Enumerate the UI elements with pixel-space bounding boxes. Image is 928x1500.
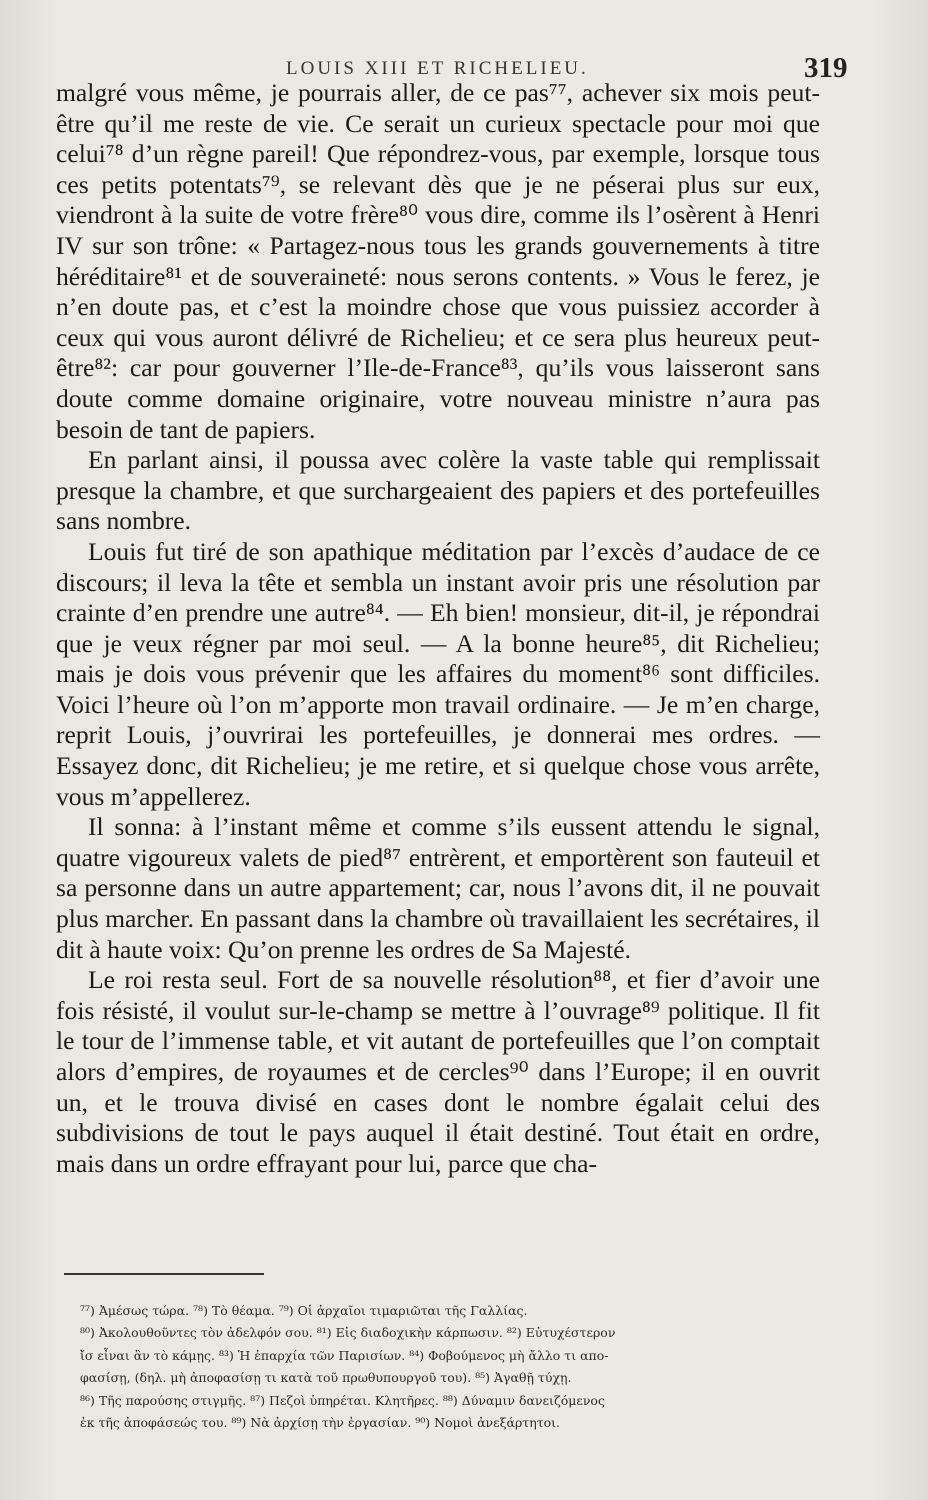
paragraph: malgré vous même, je pourrais aller, de ce pas⁷⁷, achever six mois peut-être qu’il me reste de vie. Ce serait un curieux spectacle pour moi que celui⁷⁸ d’un règne pareil! Que répondrez-vous, par exemple, lorsque tous ces petits potentats⁷⁹, se relevant dès que je ne péserai plus sur eux, viendront à la suite de votre frère⁸⁰ vous dire, comme ils l’osèrent à Henri IV sur son trône: « Partagez-nous tous les grands gouvernements à titre héréditaire⁸¹ et de souveraineté: nous serons contents. » Vous le ferez, je n’en doute pas, et c’est la moindre chose que vous puissiez accorder à ceux qui vous auront délivré de Richelieu; et ce sera plus heureux peut-être⁸²: car pour gouverner l’Ile-de-France⁸³, qu’ils vous laisseront sans doute comme domaine originaire, votre nouveau ministre n’aura pas besoin de tant de papiers. [56, 78, 820, 444]
page-number: 319 [804, 52, 848, 84]
paragraph: Il sonna: à l’instant même et comme s’ils eussent attendu le signal, quatre vigoureux valets de pied⁸⁷ entrèrent, et emportèrent son fauteuil et sa personne dans un autre appartement; car, nous l’avons dit, il ne pouvait plus marcher. En passant dans la chambre où travaillaient les secrétaires, il dit à haute voix: Qu’on prenne les ordres de Sa Majesté. [56, 812, 820, 964]
paragraph: Louis fut tiré de son apathique méditation par l’excès d’audace de ce discours; il leva la tête et sembla un instant avoir pris une résolution par crainte d’en prendre une autre⁸⁴. — Eh bien! monsieur, dit-il, je répondrai que je veux régner par moi seul. — A la bonne heure⁸⁵, dit Richelieu; mais je dois vous prévenir que les affaires du moment⁸⁶ sont difficiles. Voici l’heure où l’on m’apporte mon travail ordinaire. — Je m’en charge, reprit Louis, j’ouvrirai les portefeuilles, je donnerai mes ordres. — Essayez donc, dit Richelieu; je me retire, et si quelque chose vous arrête, vous m’appellerez. [56, 536, 820, 811]
footnote-line: ἐκ τῆς ἀποφάσεώς του. ⁸⁹) Νὰ ἀρχίσῃ τὴν ἐργασίαν. ⁹⁰) Νομοὶ ἀνεξάρτητοι. [80, 1415, 561, 1431]
footnote-line: ⁸⁶) Τῆς παρούσης στιγμῆς. ⁸⁷) Πεζοὶ ὑπηρέται. Κλητῆρες. ⁸⁸) Δύναμιν δανειζόμενος [80, 1392, 605, 1408]
footnote-line: ἴσ εἶναι ἂν τὸ κάμῃς. ⁸³) Ἡ ἐπαρχία τῶν Παρισίων. ⁸⁴) Φοβούμενος μὴ ἄλλο τι απο- [80, 1347, 609, 1363]
running-title: LOUIS XIII ET RICHELIEU. [286, 58, 589, 79]
footnote-line: φασίσῃ, (δηλ. μὴ ἀποφασίσῃ τι κατὰ τοῦ πρωθυπουργοῦ του). ⁸⁵) Ἀγαθῇ τύχῃ. [80, 1370, 572, 1386]
main-text [56, 78, 820, 1179]
footnote-divider [64, 1273, 264, 1275]
footnote-line: ⁸⁰) Ἀκολουθοῦντες τὸν ἀδελφόν σου. ⁸¹) Εἰς διαδοχικὴν κάρπωσιν. ⁸²) Εὐτυχέστερον [80, 1325, 616, 1341]
paragraph: En parlant ainsi, il poussa avec colère la vaste table qui remplissait presque la chambre, et que surchargeaient des papiers et des portefeuilles sans nombre. [56, 445, 820, 536]
footnote-line: ⁷⁷) Ἀμέσως τώρα. ⁷⁸) Τὸ θέαμα. ⁷⁹) Οἱ ἀρχαῖοι τιμαριῶται τῆς Γαλλίας. [80, 1303, 528, 1318]
paragraph: Le roi resta seul. Fort de sa nouvelle résolution⁸⁸, et fier d’avoir une fois résisté, il voulut sur-le-champ se mettre à l’ouvrage⁸⁹ politique. Il fit le tour de l’immense table, et vit autant de portefeuilles que l’on comptait alors d’empires, de royaumes et de cercles⁹⁰ dans l’Europe; il en ouvrit un, et le trouva divisé en cases dont le nombre égalait celui des subdivisions de tout le pays auquel il était destiné. Tout était en ordre, mais dans un ordre effrayant pour lui, parce que cha- [56, 965, 820, 1178]
footnotes [80, 1300, 824, 1434]
